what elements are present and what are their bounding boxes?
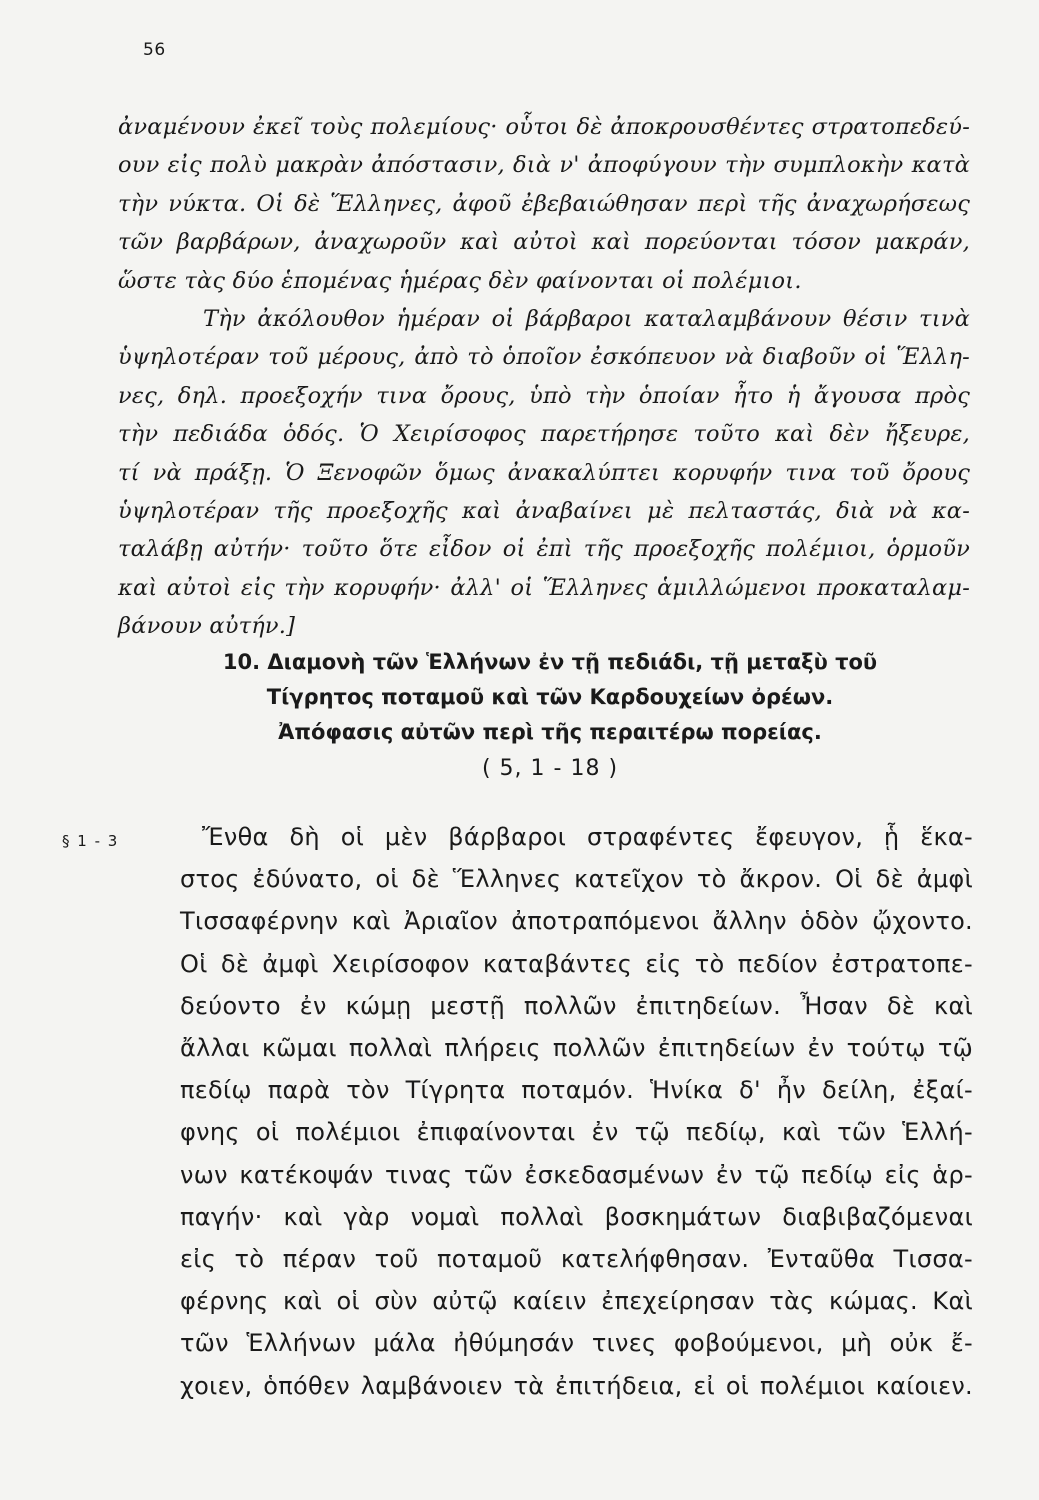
text-line: παγήν· καὶ γὰρ νομαὶ πολλαὶ βοσκημάτων διαβιβαζόμεναι <box>180 1202 973 1231</box>
section-reference: ( 5, 1 - 18 ) <box>481 756 619 781</box>
text-line: Τισσαφέρνην καὶ Ἀριαῖον ἀποτραπόμενοι ἄλλην ὁδὸν ᾤχοντο. <box>180 907 973 936</box>
text-line: πεδίῳ παρὰ τὸν Τίγρητα ποταμόν. Ἡνίκα δ' ἦν δείλη, ἐξαί- <box>180 1076 973 1105</box>
italic-line: ὥστε τὰς δύο ἑπομένας ἡμέρας δὲν φαίνονται οἱ πολέμιοι. <box>118 267 802 294</box>
text-line: τῶν Ἑλλήνων μάλα ἠθύμησάν τινες φοβούμενοι, μὴ οὐκ ἔ- <box>180 1329 973 1358</box>
section-heading-line: 10. Διαμονὴ τῶν Ἑλλήνων ἐν τῇ πεδιάδι, τῇ μεταξὺ τοῦ <box>222 650 878 674</box>
italic-line: ὑψηλοτέραν τοῦ μέρους, ἀπὸ τὸ ὁποῖον ἐσκόπευον νὰ διαβοῦν οἱ Ἕλλη- <box>118 344 970 371</box>
italic-translation-paragraph <box>118 108 970 646</box>
text-line: νων κατέκοψάν τινας τῶν ἐσκεδασμένων ἐν τῷ πεδίῳ εἰς ἁρ- <box>180 1160 973 1189</box>
italic-line: τὴν νύκτα. Οἱ δὲ Ἕλληνες, ἀφοῦ ἐβεβαιώθησαν περὶ τῆς ἀναχωρήσεως <box>118 190 970 217</box>
text-line: εἰς τὸ πέραν τοῦ ποταμοῦ κατελήφθησαν. Ἐνταῦθα Τισσα- <box>180 1245 973 1274</box>
text-line: Ἔνθα δὴ οἱ μὲν βάρβαροι στραφέντες ἔφευγον, ᾗ ἕκα- <box>202 823 973 851</box>
section-heading-line: Ἀπόφασις αὐτῶν περὶ τῆς περαιτέρω πορείας. <box>278 720 822 744</box>
italic-line: ουν εἰς πολὺ μακρὰν ἀπόστασιν, διὰ ν' ἀποφύγουν τὴν συμπλοκὴν κατὰ <box>118 152 970 179</box>
text-line: ἄλλαι κῶμαι πολλαὶ πλήρεις πολλῶν ἐπιτηδείων ἐν τούτῳ τῷ <box>180 1034 973 1063</box>
text-line: φέρνης καὶ οἱ σὺν αὐτῷ καίειν ἐπεχείρησαν τὰς κώμας. Καὶ <box>180 1287 973 1316</box>
text-line: στος ἐδύνατο, οἱ δὲ Ἕλληνες κατεῖχον τὸ ἄκρον. Οἱ δὲ ἀμφὶ <box>180 865 973 894</box>
italic-line: τὴν πεδιάδα ὁδός. Ὁ Χειρίσοφος παρετήρησε τοῦτο καὶ δὲν ἤξευρε, <box>118 421 970 448</box>
section-heading <box>150 645 950 750</box>
italic-line: βάνουν αὐτήν.] <box>118 613 296 640</box>
page-number: 56 <box>143 40 166 60</box>
italic-line: τῶν βαρβάρων, ἀναχωροῦν καὶ αὐτοὶ καὶ πορεύονται τόσον μακράν, <box>118 229 970 256</box>
italic-line: ὑψηλοτέραν τῆς προεξοχῆς καὶ ἀναβαίνει μὲ πελταστάς, διὰ νὰ κα- <box>118 498 970 525</box>
text-line: Οἱ δὲ ἀμφὶ Χειρίσοφον καταβάντες εἰς τὸ πεδίον ἐστρατοπε- <box>180 949 973 978</box>
greek-text-paragraph <box>180 816 973 1407</box>
text-line: δεύοντο ἐν κώμῃ μεστῇ πολλῶν ἐπιτηδείων. Ἦσαν δὲ καὶ <box>180 991 973 1020</box>
italic-line: ταλάβῃ αὐτήν· τοῦτο ὅτε εἶδον οἱ ἐπὶ τῆς προεξοχῆς πολέμιοι, ὁρμοῦν <box>118 536 970 563</box>
italic-line: ἀναμένουν ἐκεῖ τοὺς πολεμίους· οὗτοι δὲ ἀποκρουσθέντες στρατοπεδεύ- <box>118 114 970 140</box>
text-line: φνης οἱ πολέμιοι ἐπιφαίνονται ἐν τῷ πεδίῳ, καὶ τῶν Ἑλλή- <box>180 1118 973 1147</box>
italic-line: καὶ αὐτοὶ εἰς τὴν κορυφήν· ἀλλ' οἱ Ἕλληνες ἁμιλλώμενοι προκαταλαμ- <box>118 574 970 601</box>
italic-line: νες, δηλ. προεξοχήν τινα ὄρους, ὑπὸ τὴν ὁποίαν ἦτο ἡ ἄγουσα πρὸς <box>118 382 970 409</box>
margin-reference: § 1 - 3 <box>62 832 119 850</box>
italic-line: τί νὰ πράξῃ. Ὁ Ξενοφῶν ὅμως ἀνακαλύπτει κορυφήν τινα τοῦ ὄρους <box>118 459 970 486</box>
section-heading-line: Τίγρητος ποταμοῦ καὶ τῶν Καρδουχείων ὀρέων. <box>266 685 834 709</box>
text-line: χοιεν, ὁπόθεν λαμβάνοιεν τὰ ἐπιτήδεια, εἰ οἱ πολέμιοι καίοιεν. <box>180 1371 973 1400</box>
italic-line: Τὴν ἀκόλουθον ἡμέραν οἱ βάρβαροι καταλαμβάνουν θέσιν τινὰ <box>203 306 970 333</box>
